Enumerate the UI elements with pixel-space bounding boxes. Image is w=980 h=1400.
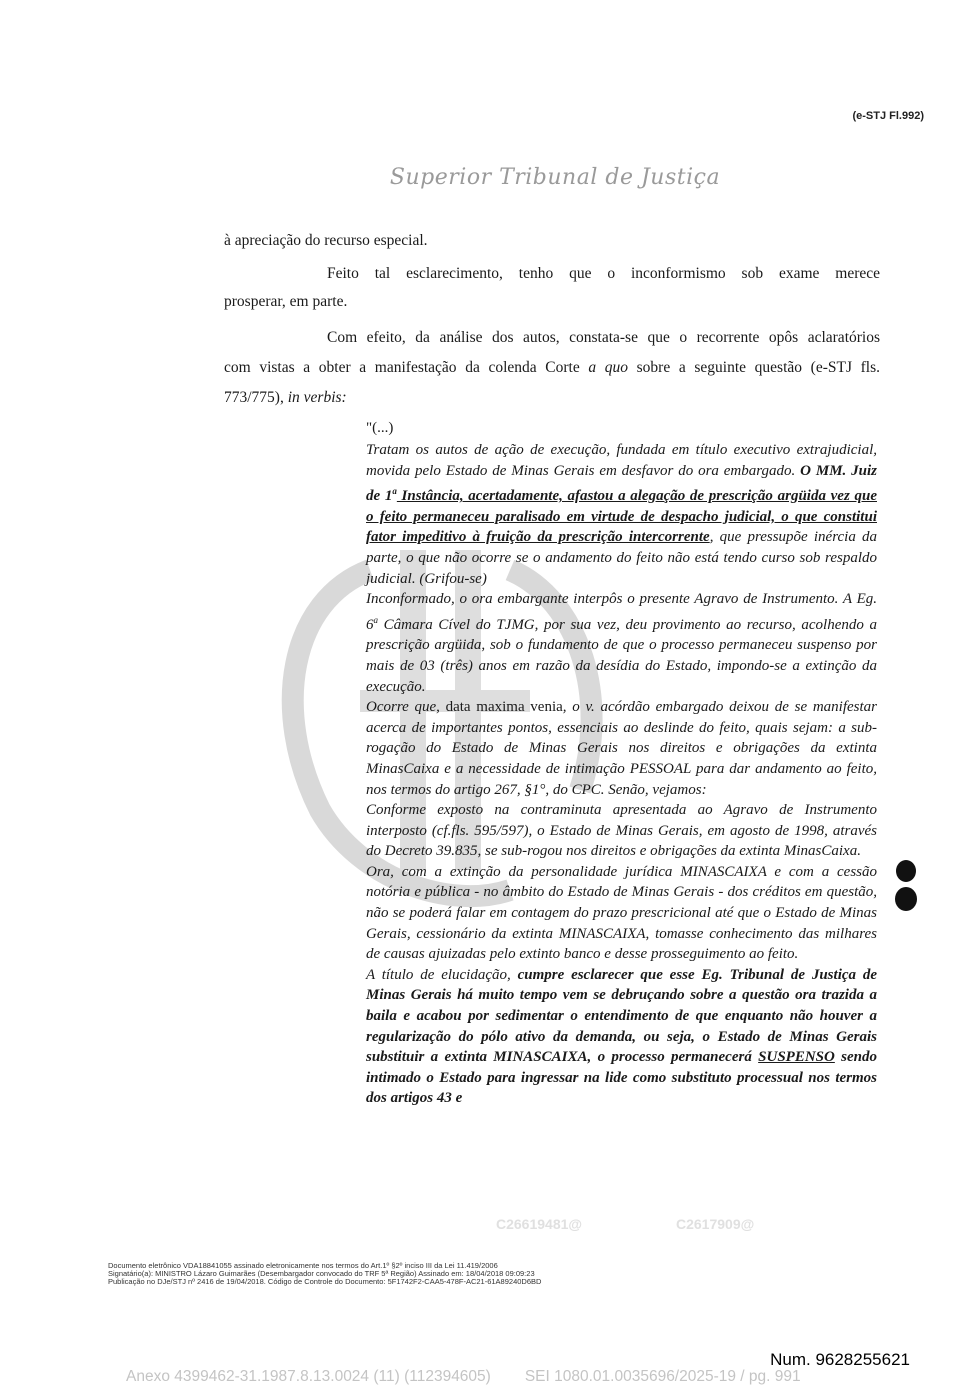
q2-2: Câmara Cível do TJMG, por sua vez, deu provimento ao recurso, acolhendo a prescrição argüida, sob o fundamento de que o processo permaneceu suspenso por mais de 03 (três) anos em razão da desídia do Estado, impondo-se a extinção da execução.: [366, 616, 877, 695]
document-number: Num. 9628255621: [770, 1350, 910, 1369]
p3-quo: a quo: [588, 359, 629, 376]
paragraph-2-cont: prosperar, em parte.: [224, 293, 348, 310]
q3-venia: data maxima venia: [445, 699, 563, 716]
annex-left: Anexo 4399462-31.1987.8.13.0024 (11) (112394605): [126, 1368, 491, 1385]
p3-text-2: sobre a seguinte questão (e-STJ fls.: [628, 359, 881, 376]
p3-fls: 773/775),: [224, 389, 288, 406]
court-name: Superior Tribunal de Justiça: [389, 165, 721, 190]
stamp-code-1: C26619481@: [496, 1216, 583, 1232]
paragraph-2: Feito tal esclarecimento, tenho que o inconformismo sob exame merece: [327, 265, 880, 282]
quote-paragraph-6: [366, 965, 877, 1109]
q3-2: , o v. acórdão embargado deixou de se manifestar acerca de importantes pontos, essenciais ao deslinde do feito, quais sejam: a sub-rogação do Estado de Minas Gerais nos direitos e obrigações da extinta MinasCaixa e a necessidade de intimação PESSOAL para dar andamento ao feito, nos termos do artigo 267, §1°, do CPC. Senão, vejamos:: [366, 699, 877, 798]
q2-1: Inconformado, o ora embargante interpôs o presente Agravo de Instrumento. A Eg. 6: [366, 591, 877, 633]
footer-line-2: Signatário(a): MINISTRO Lázaro Guimarães (Desembargador convocado do TRF 5ª Região) Assinado em: 18/04/2018 09:09:23: [108, 1269, 535, 1279]
q6-b2: sendo intimado o Estado para ingressar na lide como substituto processual nos termos dos artigos 43 e: [366, 1049, 877, 1107]
paragraph-3: Com efeito, da análise dos autos, constata-se que o recorrente opôs aclaratórios: [327, 329, 880, 346]
quote-paragraph-2: [366, 589, 877, 697]
q3-1: Ocorre que,: [366, 699, 446, 716]
q1b-sup: a: [392, 486, 397, 497]
block-quote: [366, 440, 877, 1109]
q1b-1: O MM. Juiz de 1: [366, 462, 877, 505]
footer-line-1: Documento eletrônico VDA18841055 assinado eletronicamente nos termos do Art.1º §2º inciso III da Lei 11.419/2006: [108, 1261, 498, 1270]
quote-paragraph-5: Ora, com a extinção da personalidade jurídica MINASCAIXA e com a cessão notória e pública - no âmbito do Estado de Minas Gerais - dos créditos em questão, não se poderá falar em contagem do prazo prescricional até que o Estado de Minas Gerais, cessionário da extinta MINASCAIXA, tomasse conhecimento das milhares de causas ajuizadas pelo extinto banco e desse prosseguimento ao feito.: [366, 863, 877, 963]
paragraph-3-line2: [224, 352, 880, 383]
quote-paragraph-4: Conforme exposto na contraminuta apresentada ao Agravo de Instrumento interposto (cf.fls. 595/597), o Estado de Minas Gerais, em agosto de 1998, através do Decreto 39.835, se sub-rogou nos direitos e obrigações da extinta MinasCaixa.: [366, 802, 877, 860]
q6-1: A título de elucidação,: [366, 966, 518, 983]
q2-sup: a: [373, 614, 378, 625]
q1a: Tratam os autos de ação de execução, fundada em título executivo extrajudicial, movida pelo Estado de Minas Gerais em desfavor do ora embargado.: [366, 442, 877, 479]
stamp-code-2: C2617909@: [676, 1216, 755, 1232]
q6-suspenso: SUSPENSO: [758, 1049, 835, 1066]
q6-bold: [366, 967, 877, 1107]
punch-marks: [893, 855, 919, 915]
court-header-logo: [0, 165, 980, 190]
paragraph-3-line3: [224, 382, 880, 413]
q1b-2: Instância, acertadamente, afastou a alegação de prescrição argüida vez que o feito permaneceu paralisado em virtude de despacho judicial, o que constitui fator impeditivo à fruição da prescrição intercorrente: [366, 488, 877, 546]
q6-b1: cumpre esclarecer que esse Eg. Tribunal de Justiça de Minas Gerais há muito tempo vem se debruçando sobre a questão ora trazida a baila e acabou por sedimentar o entendimento de que enquanto não houver a regularização do pólo ativo da demanda, ou seja, o Estado de Minas Gerais substituir a extinta MINASCAIXA, o processo permanecerá: [366, 966, 877, 1066]
quote-paragraph-1: [366, 440, 877, 589]
page-reference: (e-STJ Fl.992): [852, 110, 924, 122]
paragraph-1: à apreciação do recurso especial.: [224, 232, 428, 249]
q1c: , que pressupõe inércia da parte, o que não ocorre se o andamento do feito não está tendo curso sob respaldo judicial. (Grifou-se): [366, 529, 877, 587]
signature-footer: [108, 1262, 541, 1287]
annex-right: SEI 1080.01.0035696/2025-19 / pg. 991: [524, 1368, 801, 1385]
annex-footer: [126, 1368, 801, 1386]
quote-open: "(...): [366, 420, 394, 436]
p3-in-verbis: in verbis:: [287, 389, 347, 406]
p3-text: com vistas a obter a manifestação da colenda Corte: [224, 359, 589, 376]
quote-paragraph-3: [366, 697, 877, 800]
footer-line-3: Publicação no DJe/STJ nº 2416 de 19/04/2018. Código de Controle do Documento: 5F1742F2-CAA5-478F-AC21-61A89240D6BD: [108, 1277, 542, 1287]
